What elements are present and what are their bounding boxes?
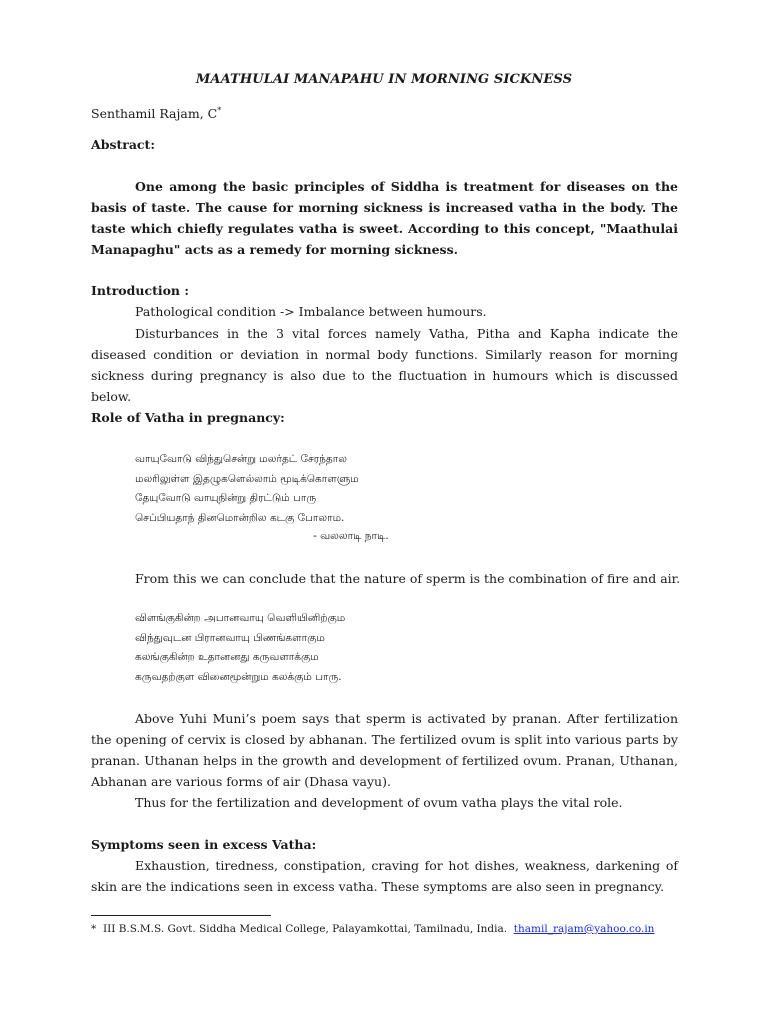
footnote-email-link[interactable]: thamil_rajam@yahoo.co.in — [513, 923, 655, 935]
footnote — [91, 923, 654, 935]
verse-line: வாயுவோடு விந்துசென்று மலர்தட் சேரந்தால — [135, 453, 347, 465]
page-title: MAATHULAI MANAPAHU IN MORNING SICKNESS — [195, 72, 573, 87]
abstract-heading: Abstract: — [91, 137, 155, 152]
author-footnote-mark: * — [217, 106, 222, 115]
fertilization-line: Thus for the fertilization and development of ovum vatha plays the vital role. — [135, 795, 623, 810]
introduction-paragraph: Disturbances in the 3 vital forces namely Vatha, Pitha and Kapha indicate the diseased condition or deviation in normal body functions. Similarly reason for morning sickness during pregnancy is also due to the fluctuation in humours which is discussed below. — [91, 326, 678, 404]
tamil-verse-2 — [135, 609, 345, 687]
verse-line: செப்பியதாந் தினமொன்றில கடகு போலாம. — [135, 511, 345, 524]
verse-line: விளங்குகின்ற அபானவாயு வெளியினிற்கும — [135, 612, 346, 624]
pathological-condition-line: Pathological condition -> Imbalance between humours. — [135, 304, 487, 319]
verse-line: தேயுவோடு வாயுநின்று திரட்டும் பாரு — [135, 492, 317, 504]
yuhi-muni-paragraph: Above Yuhi Muni’s poem says that sperm is activated by pranan. After fertilization the opening of cervix is closed by abhanan. The fertilized ovum is split into various parts by pranan. Uthanan helps in the growth and development of fertilized ovum. Pranan, Uthanan, Abhanan are various forms of air (Dhasa vayu). — [91, 711, 678, 789]
conclusion-line: From this we can conclude that the nature of sperm is the combination of fire and air. — [135, 571, 681, 586]
verse-line: விந்துவுடன பிரானவாயு பிணங்களாகும — [135, 631, 325, 644]
author-line — [91, 106, 221, 121]
verse-source: - வலலாடி நாடி. — [313, 530, 389, 542]
footnote-mark: * — [91, 923, 97, 935]
tamil-verse-1 — [135, 450, 359, 528]
author-name: Senthamil Rajam, C — [91, 106, 218, 122]
footnote-divider — [91, 915, 271, 916]
symptoms-paragraph: Exhaustion, tiredness, constipation, craving for hot dishes, weakness, darkening of skin are the indications seen in excess vatha. These symptoms are also seen in pregnancy. — [91, 858, 678, 894]
verse-line: மலரிலுள்ள இதழுகளெல்லாம் மூடிக்கொளளும — [135, 472, 359, 485]
abstract-paragraph: One among the basic principles of Siddha is treatment for diseases on the basis of taste. The cause for morning sickness is increased vatha in the body. The taste which chiefly regulates vatha is sweet. According to this concept, "Maathulai Manapaghu" acts as a remedy for morning sickness. — [91, 179, 678, 257]
vatha-role-heading: Role of Vatha in pregnancy: — [91, 410, 285, 425]
introduction-heading: Introduction : — [91, 283, 189, 298]
symptoms-heading: Symptoms seen in excess Vatha: — [91, 837, 317, 852]
footnote-text: III B.S.M.S. Govt. Siddha Medical College, Palayamkottai, Tamilnadu, India. — [102, 923, 508, 935]
verse-line: கருவதற்குள வினைமூன்றும கலக்கும் பாரு. — [135, 670, 342, 683]
verse-line: கலங்குகின்ற உதானனது கருவளாக்கும — [135, 651, 319, 663]
